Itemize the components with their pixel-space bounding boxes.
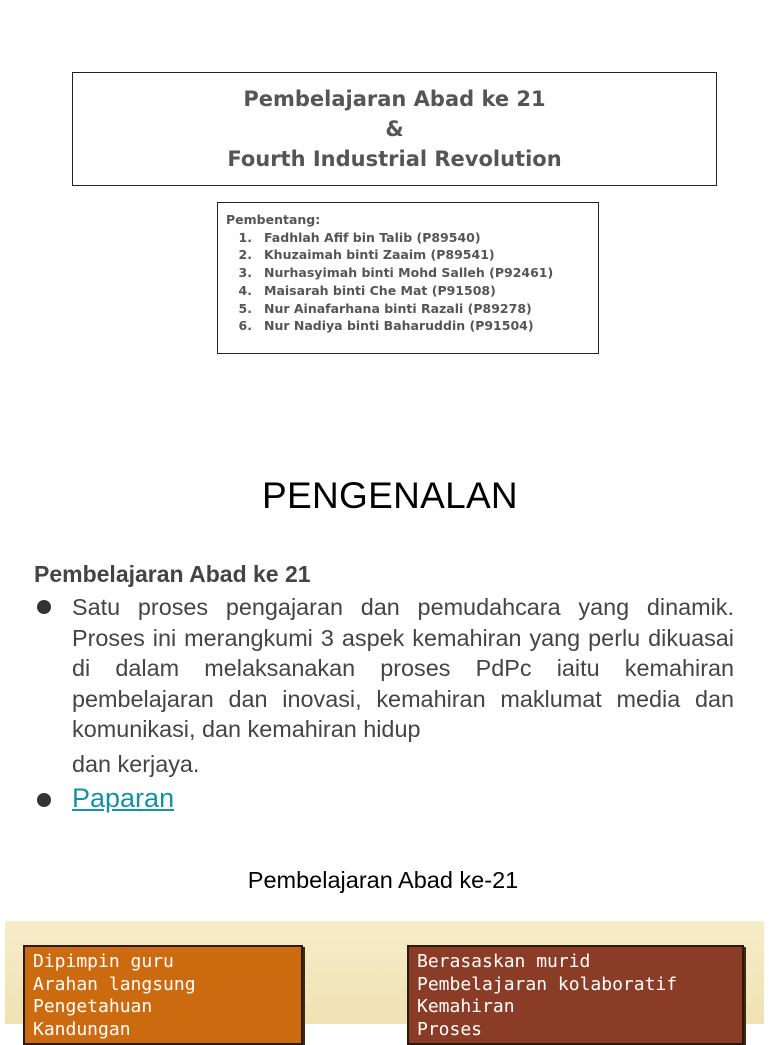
title-box: [72, 72, 717, 186]
presenter-item: [226, 300, 598, 318]
card-line: Pembelajaran kolaboratif: [417, 973, 678, 995]
presenters-label: Pembentang:: [226, 212, 321, 227]
presenter-item: [226, 229, 598, 247]
card-line: Arahan langsung: [33, 973, 196, 995]
presenter-name: Fadhlah Afif bin Talib (P89540): [264, 229, 481, 245]
image-caption: Pembelajaran Abad ke-21: [247, 867, 519, 893]
presenter-name: Nurhasyimah binti Mohd Salleh (P92461): [264, 265, 554, 281]
section-heading: PENGENALAN: [262, 475, 518, 516]
intro-paragraph: [72, 592, 734, 780]
bullet-dot-icon: [37, 793, 51, 807]
presenter-name: Khuzaimah binti Zaaim (P89541): [264, 247, 495, 263]
presenter-number: 1.: [238, 229, 252, 245]
presenter-number: 2.: [238, 247, 252, 263]
comparison-image: [5, 921, 764, 1040]
card-line: Kemahiran: [417, 996, 515, 1017]
student-centered-card: [407, 945, 744, 1045]
bullet-dot-icon: [37, 600, 51, 614]
presenter-item: [226, 317, 598, 335]
presenters-box: [217, 202, 599, 354]
presenter-number: 5.: [238, 300, 252, 316]
presenter-item: [226, 282, 598, 300]
presenter-number: 6.: [238, 318, 252, 334]
card-line: Pengetahuan: [33, 996, 153, 1017]
presenter-name: Nur Nadiya binti Baharuddin (P91504): [264, 318, 534, 334]
title-line-2: &: [385, 117, 404, 141]
card-line: Proses: [417, 1018, 483, 1040]
sub-heading: Pembelajaran Abad ke 21: [34, 561, 311, 587]
presenter-item: [226, 264, 598, 282]
card-line: Kandungan: [33, 1018, 131, 1040]
presenter-item: [226, 246, 598, 264]
presenter-name: Maisarah binti Che Mat (P91508): [264, 282, 496, 298]
intro-paragraph-end: dan kerjaya.: [72, 750, 200, 777]
presenter-number: 4.: [238, 282, 252, 298]
card-line: Berasaskan murid: [417, 951, 591, 972]
presenter-number: 3.: [238, 265, 252, 281]
card-line: Dipimpin guru: [33, 951, 174, 972]
title-line-3: Fourth Industrial Revolution: [227, 147, 562, 171]
presenter-name: Nur Ainafarhana binti Razali (P89278): [264, 300, 532, 316]
paparan-link[interactable]: Paparan: [72, 783, 175, 813]
teacher-centered-card: [23, 945, 303, 1045]
intro-paragraph-main: Satu proses pengajaran dan pemudahcara yang dinamik. Proses ini merangkumi 3 aspek kemahiran yang perlu dikuasai di dalam melaksanakan proses PdPc iaitu kemahiran pembelajaran dan inovasi, kemahiran maklumat media dan komunikasi, dan kemahiran hidup: [72, 594, 734, 743]
title-line-1: Pembelajaran Abad ke 21: [243, 87, 546, 111]
presenters-list: [226, 229, 598, 335]
